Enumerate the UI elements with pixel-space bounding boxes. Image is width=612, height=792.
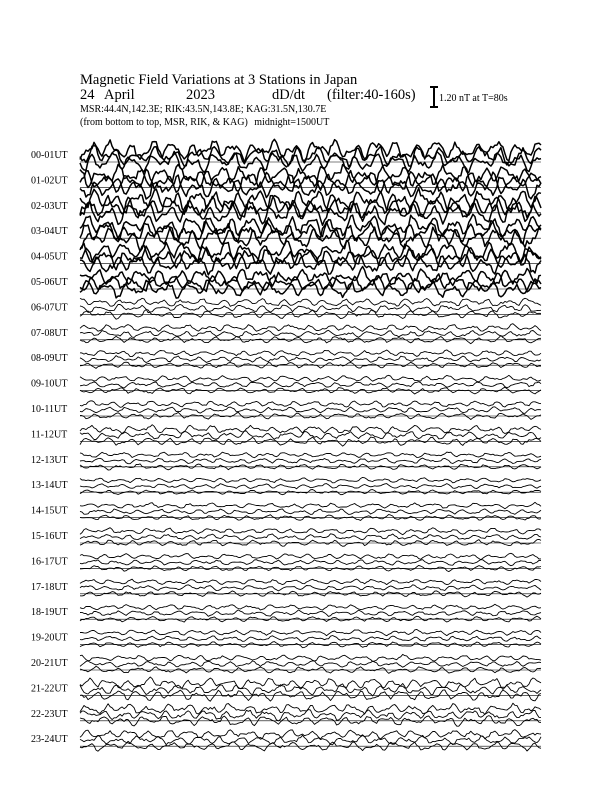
- station-trace: [80, 560, 541, 566]
- hour-label: 02-03UT: [31, 200, 68, 212]
- hour-label: 17-18UT: [31, 581, 68, 593]
- station-trace: [80, 484, 541, 489]
- date-day: 24: [80, 87, 95, 103]
- station-trace: [80, 458, 541, 464]
- hour-label: 13-14UT: [31, 480, 68, 492]
- scale-label: 1.20 nT at T=80s: [439, 93, 508, 104]
- station-trace: [80, 425, 541, 434]
- station-trace: [80, 610, 541, 617]
- hour-label: 22-23UT: [31, 708, 68, 720]
- quantity-label: dD/dt: [272, 87, 306, 103]
- hour-label: 20-21UT: [31, 658, 68, 669]
- filter-label: (filter:40-160s): [327, 87, 416, 103]
- station-trace: [80, 528, 541, 535]
- station-trace: [80, 356, 541, 363]
- hour-label: 19-20UT: [31, 632, 68, 644]
- station-trace: [80, 661, 541, 667]
- station-trace: [80, 654, 541, 661]
- station-trace: [80, 710, 541, 721]
- station-trace: [80, 636, 541, 642]
- hour-label: 01-02UT: [31, 175, 68, 187]
- station-trace: [80, 350, 541, 357]
- hour-label: 00-01UT: [31, 150, 68, 161]
- station-trace: [80, 534, 541, 540]
- order-note: (from bottom to top, MSR, RIK, & KAG): [80, 117, 248, 128]
- station-trace: [80, 407, 541, 414]
- hour-label: 07-08UT: [31, 327, 68, 339]
- hour-label: 08-09UT: [31, 353, 68, 365]
- hour-label: 11-12UT: [31, 429, 68, 441]
- station-trace: [80, 175, 541, 199]
- station-trace: [80, 221, 541, 244]
- station-trace: [80, 585, 541, 591]
- station-trace: [80, 324, 541, 332]
- station-trace: [80, 735, 541, 745]
- station-trace: [80, 452, 541, 458]
- date-month: April: [104, 87, 135, 103]
- station-trace: [80, 677, 541, 689]
- midnight-note: midnight=1500UT: [254, 117, 330, 128]
- hour-label: 12-13UT: [31, 454, 68, 466]
- station-trace: [80, 298, 541, 306]
- station-trace: [80, 502, 541, 508]
- hour-label: 09-10UT: [31, 378, 68, 390]
- station-trace: [80, 579, 541, 585]
- chart-title: Magnetic Field Variations at 3 Stations in Japan: [80, 72, 358, 88]
- station-coordinates: MSR:44.4N,142.3E; RIK:43.5N,143.8E; KAG:31.5N,130.7E: [80, 104, 327, 115]
- hour-label: 10-11UT: [31, 404, 68, 415]
- hour-label: 03-04UT: [31, 226, 68, 238]
- station-trace: [80, 509, 541, 515]
- hour-label: 04-05UT: [31, 251, 68, 263]
- station-trace: [80, 375, 541, 382]
- station-trace: [80, 629, 541, 635]
- station-trace: [80, 382, 541, 388]
- hour-label: 06-07UT: [31, 302, 68, 314]
- hour-label: 16-17UT: [31, 556, 68, 568]
- station-trace: [80, 553, 541, 559]
- hour-label: 18-19UT: [31, 607, 68, 619]
- hour-label: 23-24UT: [31, 734, 68, 746]
- station-trace: [80, 684, 541, 696]
- station-trace: [80, 253, 541, 275]
- hour-label: 21-22UT: [31, 683, 68, 695]
- station-trace: [80, 330, 541, 337]
- hour-label: 14-15UT: [31, 505, 68, 517]
- hour-label: 05-06UT: [31, 277, 68, 288]
- hour-label: 15-16UT: [31, 531, 68, 542]
- station-trace: [80, 604, 541, 610]
- station-trace: [80, 730, 541, 740]
- station-trace: [80, 477, 541, 482]
- date-year: 2023: [186, 87, 215, 103]
- station-trace: [80, 401, 541, 408]
